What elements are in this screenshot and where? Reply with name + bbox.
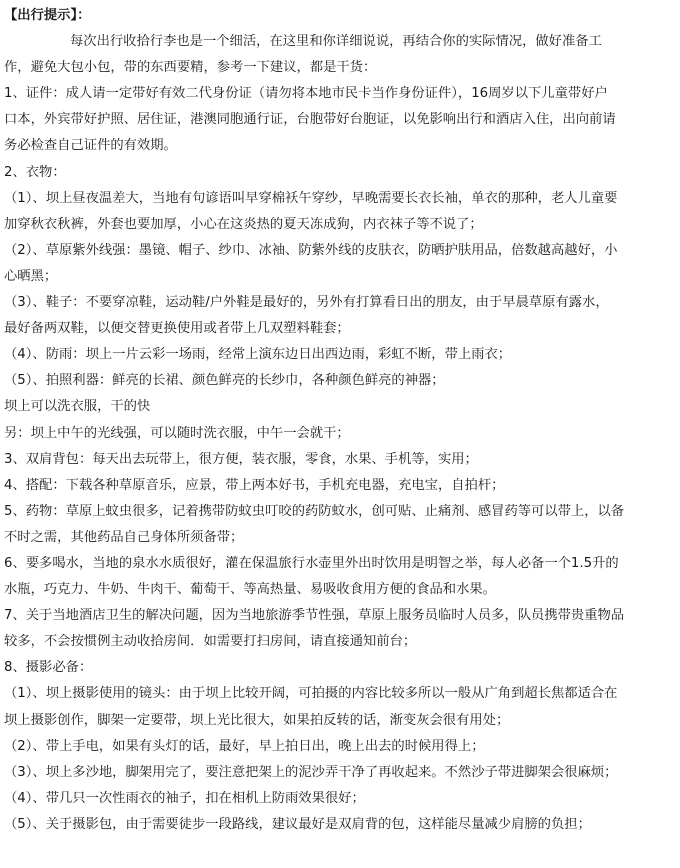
tip-accessories: 4、搭配：下载各种草原音乐，应景，带上两本好书，手机充电器，充电宝，自拍杆； <box>4 477 505 493</box>
clothing-photo-props: （5）、拍照利器：鲜亮的长裙、颜色鲜亮的长纱巾，各种颜色鲜亮的神器； <box>4 373 445 389</box>
tip-clothing-heading: 2、衣物： <box>4 164 66 180</box>
photo-flashlight: （2）、带上手电，如果有头灯的话，最好，早上拍日出，晚上出去的时候用得上； <box>4 738 485 754</box>
intro-paragraph-line: 每次出行收拾行李也是一个细活，在这里和你详细说说，再结合你的实际情况，做好准备工 <box>70 34 602 50</box>
clothing-uv-cont: 心晒黑； <box>4 268 58 284</box>
photo-tripod-sand: （3）、坝上多沙地，脚架用完了，要注意把架上的泥沙弄干净了再收起来。不然沙子带进脚架会很麻烦； <box>4 764 618 780</box>
laundry-note: 坝上可以洗衣服，干的快 <box>4 399 151 415</box>
clothing-shoes: （3）、鞋子：不要穿凉鞋，运动鞋/户外鞋是最好的，另外有打算看日出的朋友，由于早晨草原有露水， <box>4 295 609 311</box>
clothing-shoes-cont: 最好备两双鞋，以便交替更换使用或者带上几双塑料鞋套； <box>4 321 350 337</box>
tip-medicine-cont: 不时之需，其他药品自己身体所须备带； <box>4 529 244 545</box>
photo-lens-cont: 坝上摄影创作，脚架一定要带，坝上光比很大，如果拍反转的话，渐变灰会很有用处； <box>4 712 510 728</box>
photo-lens: （1）、坝上摄影使用的镜头：由于坝上比较开阔，可拍摄的内容比较多所以一般从广角到超长焦都适合在 <box>4 686 618 702</box>
clothing-rain: （4）、防雨：坝上一片云彩一场雨，经常上演东边日出西边雨，彩虹不断，带上雨衣； <box>4 347 512 363</box>
tip-medicine: 5、药物：草原上蚊虫很多，记着携带防蚊虫叮咬的药防蚊水，创可贴、止痛剂、感冒药等可以带上，以备 <box>4 503 625 519</box>
tip-hotel-cont: 较多，不会按惯例主动收拾房间．如需要打扫房间，请直接通知前台； <box>4 634 417 650</box>
laundry-note-2: 另：坝上中午的光线强，可以随时洗衣服，中午一会就干； <box>4 425 350 441</box>
tip-id-documents-cont: 务必检查自己证件的有效期。 <box>4 138 177 154</box>
intro-paragraph-line: 作，避免大包小包，带的东西要精，参考一下建议，都是干货： <box>4 60 377 76</box>
tip-id-documents: 1、证件：成人请一定带好有效二代身份证（请勿将本地市民卡当作身份证件），16周岁以下儿童带好户 <box>4 86 608 102</box>
tip-photography-heading: 8、摄影必备： <box>4 660 93 676</box>
clothing-temperature-cont: 加穿秋衣秋裤，外套也要加厚，小心在这炎热的夏天冻成狗，内衣袜子等不说了； <box>4 216 483 232</box>
tip-id-documents-cont: 口本，外宾带好护照、居住证，港澳同胞通行证，台胞带好台胞证，以免影响出行和酒店入住，出向前请 <box>4 112 616 128</box>
clothing-temperature: （1）、坝上昼夜温差大，当地有句谚语叫早穿棉袄午穿纱，早晚需要长衣长袖，单衣的那种，老人儿童要 <box>4 190 618 206</box>
photo-bag: （5）、关于摄影包，由于需要徒步一段路线，建议最好是双肩背的包，这样能尽量减少肩膀的负担； <box>4 816 591 832</box>
section-title: 【出行提示】： <box>4 8 91 23</box>
tip-backpack: 3、双肩背包：每天出去玩带上，很方便，装衣服，零食，水果、手机等，实用； <box>4 451 478 467</box>
tip-hotel: 7、关于当地酒店卫生的解决问题，因为当地旅游季节性强，草原上服务员临时人员多，队员携带贵重物品 <box>4 608 625 624</box>
photo-raincoat: （4）、带几只一次性雨衣的袖子，扣在相机上防雨效果很好； <box>4 790 365 806</box>
clothing-uv: （2）、草原紫外线强：墨镜、帽子、纱巾、冰袖、防紫外线的皮肤衣，防晒护肤用品，倍数越高越好，小 <box>4 242 618 258</box>
tip-water: 6、要多喝水，当地的泉水水质很好，灌在保温旅行水壶里外出时饮用是明智之举，每人必备一个1.5升的 <box>4 555 619 571</box>
tip-water-cont: 水瓶，巧克力、牛奶、牛肉干、葡萄干、等高热量、易吸收食用方便的食品和水果。 <box>4 582 496 598</box>
